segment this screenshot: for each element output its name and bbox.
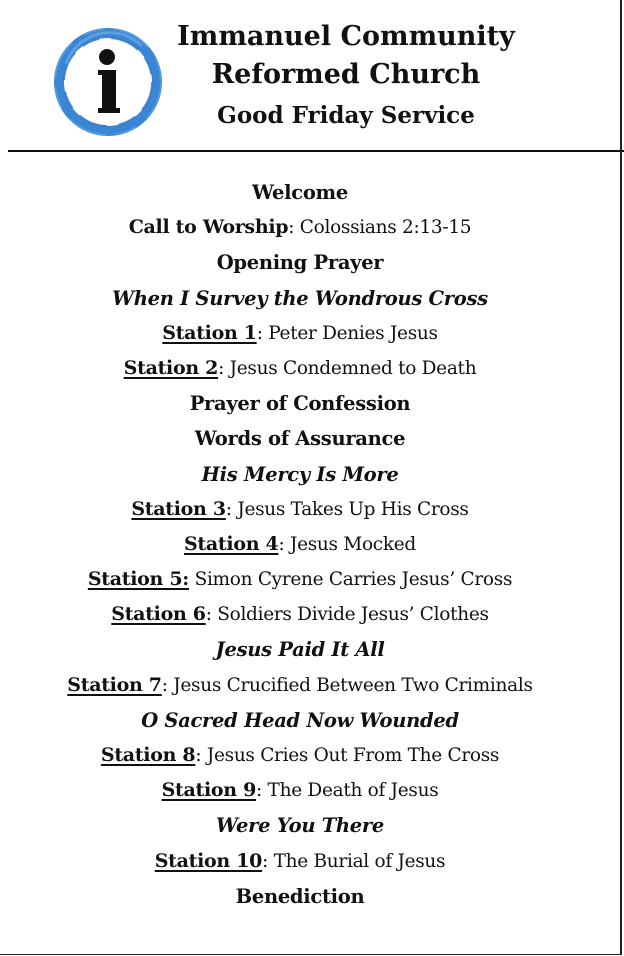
bulletin-header	[0, 0, 620, 150]
order-of-service	[0, 175, 600, 914]
service-item-label: Station 6	[111, 603, 206, 626]
service-item-label: Station 4	[184, 532, 279, 555]
service-item-detail: : Jesus Condemned to Death	[218, 357, 477, 379]
service-item-label: Station 2	[123, 356, 219, 379]
service-item-heading: Benediction	[235, 884, 365, 908]
header-divider	[8, 150, 624, 152]
service-item-label: Station 1	[162, 321, 257, 344]
service-item	[0, 738, 600, 773]
service-item-heading: Welcome	[252, 181, 348, 204]
service-item-detail: : The Burial of Jesus	[262, 850, 446, 872]
service-item-label: Station 8	[100, 744, 196, 766]
header-titles	[170, 18, 522, 136]
service-item	[0, 492, 600, 527]
service-item	[0, 773, 600, 808]
hymn-title: O Sacred Head Now Wounded	[141, 708, 459, 732]
service-item	[0, 527, 600, 562]
church-logo	[50, 24, 166, 140]
service-item	[0, 210, 600, 245]
service-item	[0, 597, 600, 632]
service-item-detail: : Jesus Crucified Between Two Criminals	[161, 674, 533, 696]
service-item-heading: Opening Prayer	[216, 251, 384, 275]
hymn-title: Jesus Paid It All	[215, 638, 385, 662]
service-item-detail: : Soldiers Divide Jesus’ Clothes	[205, 604, 489, 626]
service-item-label: Station 10	[154, 849, 263, 872]
service-item-heading: Words of Assurance	[194, 427, 406, 451]
service-item-label: Station 5:	[87, 568, 189, 591]
service-item	[0, 351, 600, 386]
service-item-detail: : Peter Denies Jesus	[256, 322, 438, 344]
service-title: Good Friday Service	[217, 102, 475, 129]
hymn-title: His Mercy Is More	[201, 462, 399, 486]
church-name-line-1: Immanuel Community	[177, 21, 515, 52]
service-item-detail: : Jesus Takes Up His Cross	[225, 498, 469, 520]
service-item-label: Station 9	[161, 779, 257, 802]
service-item-heading: Prayer of Confession	[189, 392, 411, 416]
service-item-detail: : Colossians 2:13-15	[288, 217, 472, 239]
hymn-title: When I Survey the Wondrous Cross	[112, 286, 488, 310]
service-item	[0, 562, 600, 597]
service-item-detail: : Jesus Mocked	[278, 533, 416, 555]
service-item-detail: : The Death of Jesus	[256, 780, 439, 802]
service-item-label: Call to Worship	[128, 216, 289, 239]
service-item	[0, 316, 600, 351]
service-item	[0, 844, 600, 879]
service-item-detail: Simon Cyrene Carries Jesus’ Cross	[188, 569, 513, 591]
hymn-title: Were You There	[216, 814, 384, 838]
service-item-label: Station 7	[67, 673, 162, 696]
service-item	[0, 668, 600, 703]
service-item-label: Station 3	[131, 497, 226, 520]
church-name-line-2: Reformed Church	[211, 59, 481, 90]
info-i-circle-icon	[50, 24, 166, 140]
service-item-detail: : Jesus Cries Out From The Cross	[195, 745, 500, 766]
